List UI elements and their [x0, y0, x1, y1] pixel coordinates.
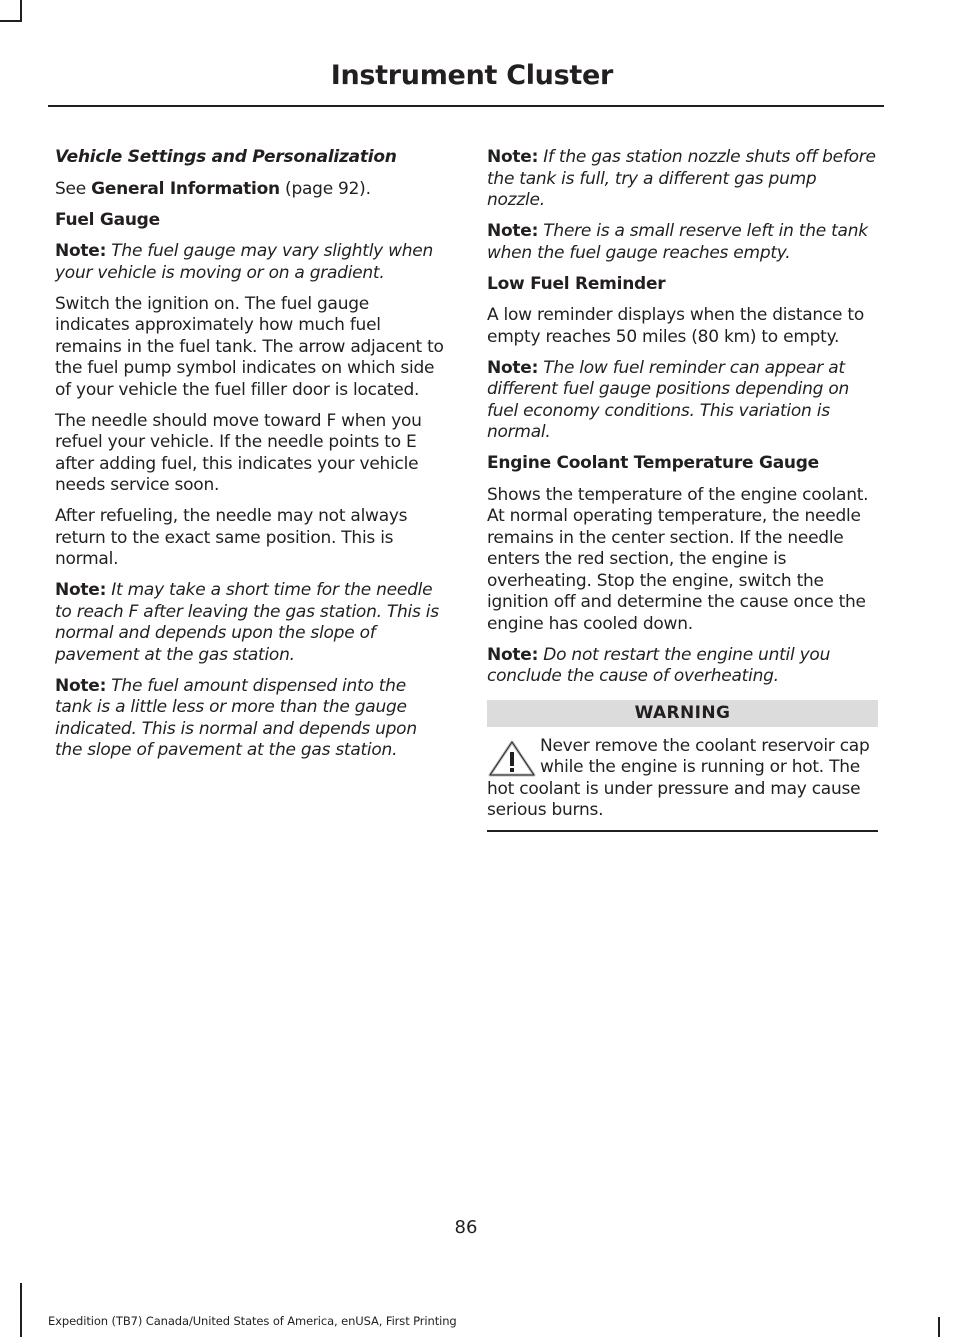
note-nozzle — [487, 147, 879, 212]
paragraph-fuel-gauge: Switch the ignition on. The fuel gauge indicates approximately how much fuel remains in the fuel tank. The arrow adjacent to the fuel pump symbol indicates on which side of your vehicle the fuel filler door is located. — [55, 293, 444, 400]
note-fuel-gauge-vary — [55, 241, 447, 284]
note-label: Note: — [55, 241, 107, 261]
paragraph-after-refueling: After refueling, the needle may not always return to the exact same position. This is normal. — [55, 506, 408, 569]
right-column — [487, 147, 879, 832]
note-text: The fuel gauge may vary slightly when your vehicle is moving or on a gradient. — [55, 241, 434, 283]
note-fuel-amount — [55, 676, 447, 762]
note-label: Note: — [487, 147, 539, 167]
heading-low-fuel-reminder: Low Fuel Reminder — [487, 273, 666, 294]
page-title: Instrument Cluster — [330, 60, 613, 91]
heading-vehicle-settings: Vehicle Settings and Personalization — [55, 147, 397, 167]
paragraph-needle-refuel: The needle should move toward F when you refuel your vehicle. If the needle points to E after adding fuel, this indicates your vehicle needs service soon. — [55, 410, 422, 495]
see-suffix: (page 92). — [279, 178, 371, 199]
warning-title: WARNING — [487, 700, 878, 727]
note-text: If the gas station nozzle shuts off before the tank is full, try a different gas pump nozzle. — [487, 147, 876, 210]
warning-text: Never remove the coolant reservoir cap while the engine is running or hot. The hot coolant is under pressure and may cause serious burns. — [487, 735, 870, 820]
crop-mark-bottom-right — [938, 1317, 940, 1337]
warning-body — [487, 727, 878, 832]
note-text: The fuel amount dispensed into the tank is a little less or more than the gauge indicated. This is normal and depends upon the slope of pavement at the gas station. — [55, 675, 417, 760]
paragraph-low-fuel: A low reminder displays when the distance to empty reaches 50 miles (80 km) to empty. — [487, 305, 864, 347]
note-reserve — [487, 221, 879, 264]
note-text: The low fuel reminder can appear at different fuel gauge positions depending on fuel economy conditions. This variation is normal. — [487, 357, 849, 442]
crop-mark-top-left — [20, 0, 22, 22]
warning-triangle-icon — [487, 738, 537, 778]
note-label: Note: — [55, 675, 107, 696]
paragraph-coolant: Shows the temperature of the engine coolant. At normal operating temperature, the needle remains in the center section. If the needle enters the red section, the engine is overheating. Stop the engine, switch the ignition off and determine the cause once the engine has cooled down. — [487, 484, 869, 634]
see-reference — [55, 179, 447, 201]
note-text: Do not restart the engine until you conclude the cause of overheating. — [487, 644, 831, 686]
note-label: Note: — [487, 644, 539, 665]
note-overheating — [487, 645, 879, 688]
note-low-fuel-positions — [487, 358, 879, 444]
note-text: It may take a short time for the needle to reach F after leaving the gas station. This is normal and depends upon the slope of pavement at the gas station. — [55, 580, 439, 665]
warning-box — [487, 700, 878, 832]
note-label: Note: — [487, 221, 539, 241]
left-column — [55, 147, 447, 771]
heading-fuel-gauge: Fuel Gauge — [55, 209, 160, 230]
footer-edition: Expedition (TB7) Canada/United States of America, enUSA, First Printing — [48, 1314, 457, 1328]
general-information-link[interactable]: General Information — [91, 178, 280, 199]
page-number: 86 — [454, 1217, 478, 1238]
see-prefix: See — [55, 178, 92, 199]
note-text: There is a small reserve left in the tank when the fuel gauge reaches empty. — [487, 221, 868, 263]
note-needle-time — [55, 580, 447, 666]
heading-coolant-gauge: Engine Coolant Temperature Gauge — [487, 453, 819, 473]
note-label: Note: — [487, 357, 539, 378]
header-divider — [48, 105, 884, 107]
note-label: Note: — [55, 580, 107, 600]
crop-mark-top-left-h — [0, 20, 22, 22]
crop-mark-bottom-left — [20, 1283, 22, 1337]
